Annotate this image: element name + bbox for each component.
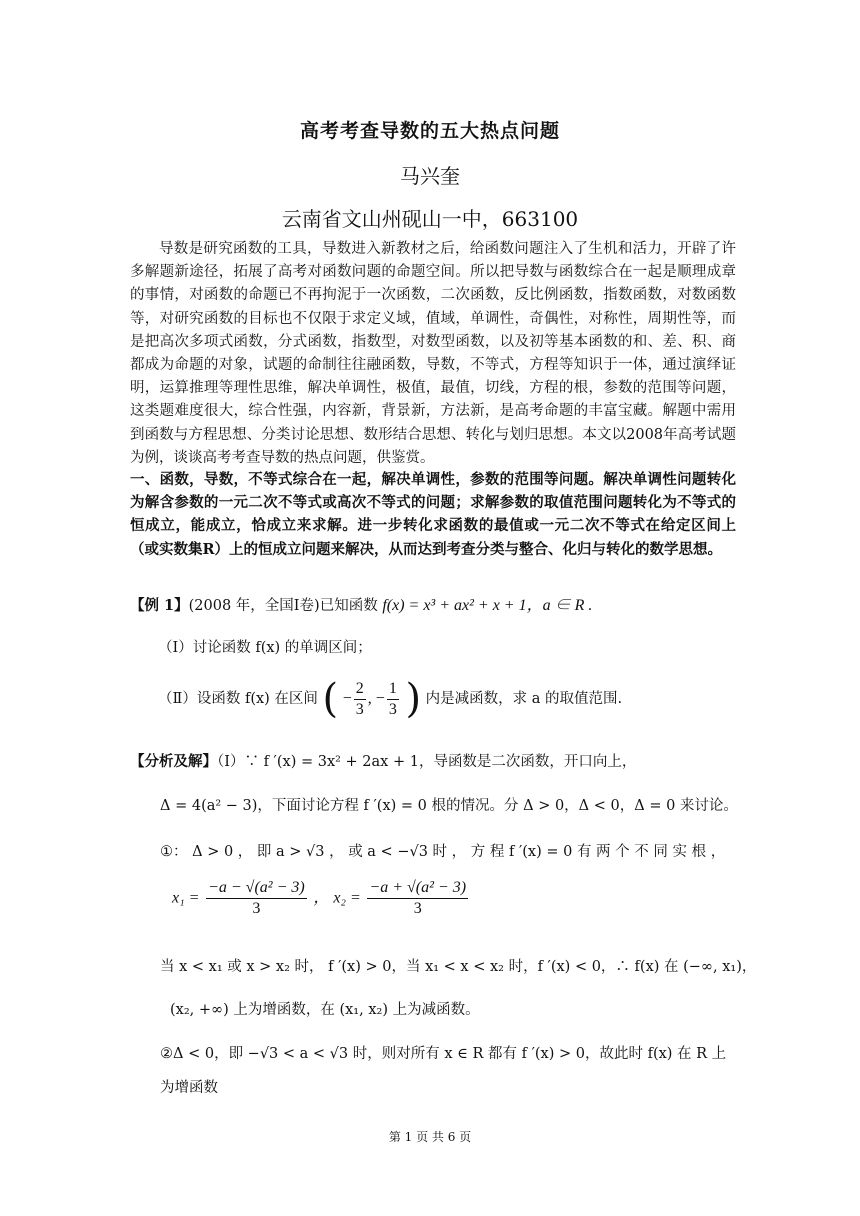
solution-line-3: ①： Δ > 0 ， 即 a > √3 ， 或 a < −√3 时 ， 方 程 f ′(x) = 0 有 两 个 不 同 实 根 ， [160,844,726,860]
solution-line-1: 【分析及解】（Ⅰ）∵ f ′(x) = 3x² + 2ax + 1，导函数是二次函数，开口向上， [130,753,637,770]
roots-formula: x₁ = $\frac{\text{−a − √(a² − 3)}}{3}$ ， x₂ = $\frac{\text{−a + √(a² − 3)}}{3}$ [172,879,467,917]
page-footer: 第 1 页 共 6 页 [388,1130,472,1144]
solution-line-5: 当 x < x₁ 或 x > x₂ 时， f ′(x) > 0，当 x₁ < x < x₂ 时，f ′(x) < 0，∴ f(x) 在 (−∞, x₁)， [160,959,757,975]
close-paren: ) [405,676,422,722]
author-name: 马兴奎 [400,164,460,188]
section-heading-1: 一、函数，导数，不等式综合在一起，解决单调性，参数的范围等问题。解决单调性问题转化为解含参数的一元二次不等式或高次不等式的问题；求解参数的取值范围问题转化为不等式的恒成立，能成立，恰成立来求解。进一步转化求函数的最值或一元二次不等式在给定区间上（或实数集R）上的恒成立问题来解决，从而达到考查分类与整合、化归与转化的数学思想。 [130,471,736,558]
fraction-2: $\frac{1}{3}$ [388,679,397,718]
root-x2-fraction: $\frac{\text{−a + √(a² − 3)}}{3}$ [369,879,467,917]
example-statement [130,592,592,615]
author-affiliation: 云南省文山州砚山一中，663100 [281,207,579,231]
example-source: (2008 年，全国Ⅰ卷) [188,598,320,614]
solution-line-8: 为增函数 [160,1080,218,1096]
example-lead: 已知函数 [319,598,378,614]
solution-line-7: ②Δ < 0，即 −√3 < a < √3 时，则对所有 x ∈ R 都有 f ′(x) > 0，故此时 f(x) 在 R 上 [160,1046,727,1062]
example-part-2: （Ⅱ）设函数 f(x) 在区间 ( − $\frac{2}{3}$ , − $\frac{1}{3}$ ) 内是减函数，求 a 的取值范围. [158,676,623,722]
intro-paragraph: 导数是研究函数的工具，导数进入新教材之后，给函数问题注入了生机和活力，开辟了许多解题新途径，拓展了高考对函数问题的命题空间。所以把导数与函数综合在一起是顺理成章的事情，对函数的命题已不再拘泥于一次函数，二次函数，反比例函数，指数函数，对数函数等，对研究函数的目标也不仅限于求定义域，值域，单调性，奇偶性，对称性，周期性等，而是把高次多项式函数，分式函数，指数型，对数型函数，以及初等基本函数的和、差、积、商都成为命题的对象，试题的命制往往融函数，导数，不等式，方程等知识于一体，通过演绎证明，运算推理等理性思维，解决单调性，极值，最值，切线，方程的根，参数的范围等问题，这类题难度很大，综合性强，内容新，背景新，方法新，是高考命题的丰富宝藏。解题中需用到函数与方程思想、分类讨论思想、数形结合思想、转化与划归思想。本文以2008年高考试题为例，谈谈高考考查导数的热点问题，供鉴赏。 [130,241,736,466]
example-part-1: （Ⅰ）讨论函数 f(x) 的单调区间； [158,640,372,656]
part2-post: 内是减函数，求 a 的取值范围. [425,691,623,707]
example-formula: f(x) = x³ + ax² + x + 1，a ∈ R . [382,597,593,614]
solution-line-6: (x₂, +∞) 上为增函数，在 (x₁, x₂) 上为减函数。 [170,1002,480,1018]
page-title: 高考考查导数的五大热点问题 [299,120,560,142]
root-x1-fraction: $\frac{\text{−a − √(a² − 3)}}{3}$ [208,879,305,917]
part2-pre: （Ⅱ）设函数 f(x) 在区间 [158,691,318,707]
fraction-1: $\frac{2}{3}$ [355,679,364,718]
solution-line-2: Δ = 4(a² − 3)，下面讨论方程 f ′(x) = 0 根的情况。分 Δ > 0，Δ < 0，Δ = 0 来讨论。 [160,798,738,814]
example-label: 【例 1】 [130,597,189,614]
open-paren: ( [322,676,339,722]
solution-label: 【分析及解】 [130,753,217,770]
